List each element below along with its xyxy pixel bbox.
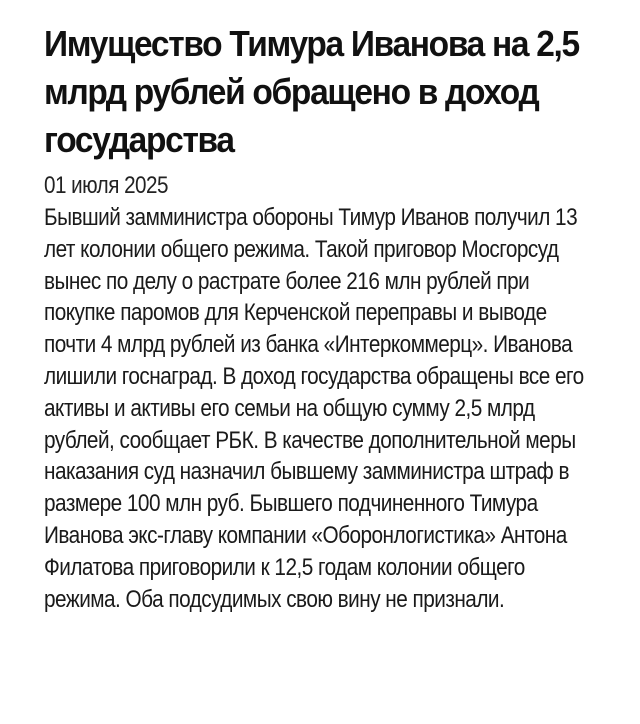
article-date: 01 июля 2025: [44, 172, 168, 199]
article-headline: Имущество Тимура Иванова на 2,5 млрд рублей обращено в доход государства: [44, 23, 579, 160]
article-body: Бывший замминистра обороны Тимур Иванов получил 13 лет колонии общего режима. Такой приговор Мосгорсуд вынес по делу о растрате более 216 млн рублей при покупке паромов для Керченской переправы и выводе почти 4 млрд рублей из банка «Интеркоммерц». Иванова лишили госнаград. В доход государства обращены все его активы и активы его семьи на общую сумму 2,5 млрд рублей, сообщает РБК. В качестве дополнительной меры наказания суд назначил бывшему замминистра штраф в размере 100 млн руб. Бывшего подчиненного Тимура Иванова экс-главу компании «Оборонлогистика» Антона Филатова приговорили к 12,5 годам колонии общего режима. Оба подсудимых свою вину не признали.: [44, 204, 584, 613]
